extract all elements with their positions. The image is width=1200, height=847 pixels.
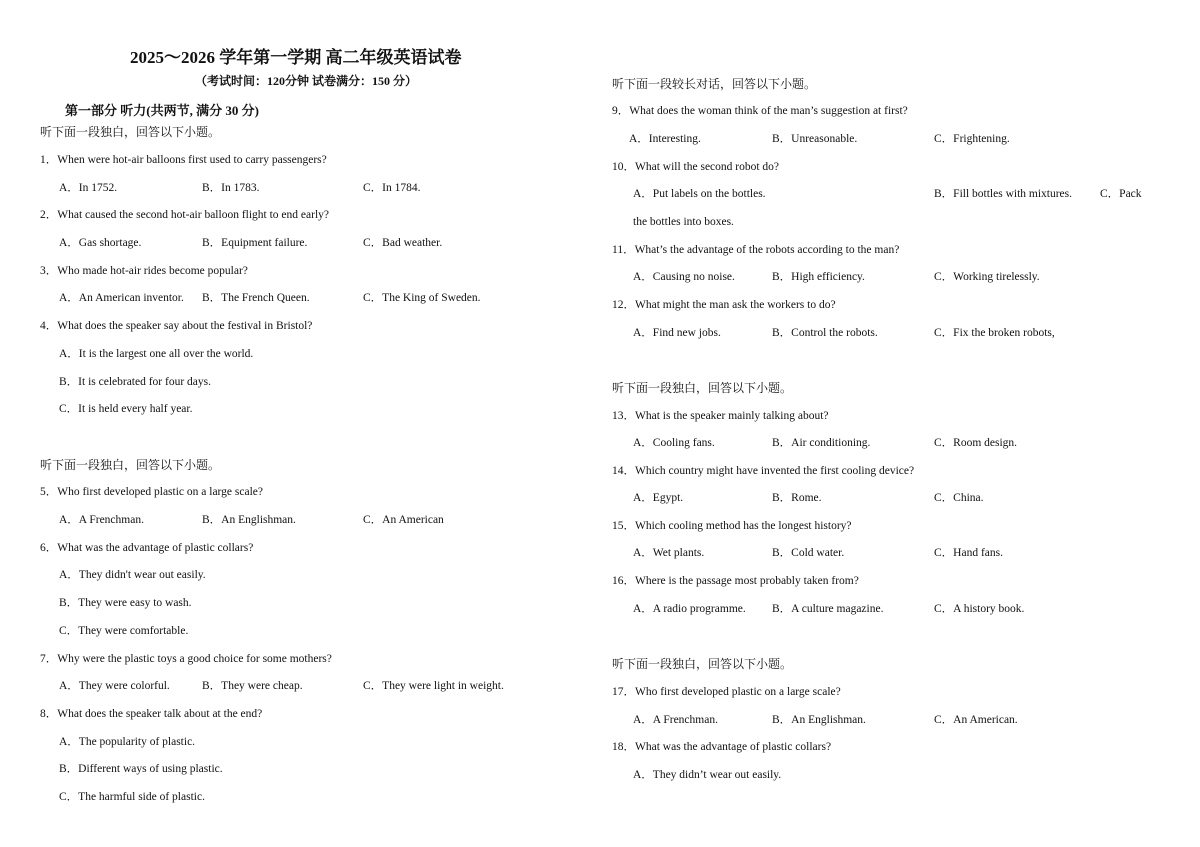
option-3c: C．The King of Sweden. xyxy=(363,292,481,304)
option-17b: B．An Englishman. xyxy=(772,714,866,726)
option-12b: B．Control the robots. xyxy=(772,327,878,339)
instruction: 听下面一段较长对话，回答以下小题。 xyxy=(612,77,817,91)
option-2c: C．Bad weather. xyxy=(363,237,443,249)
instruction: 听下面一段独白，回答以下小题。 xyxy=(40,125,221,139)
question-18: 18．What was the advantage of plastic collars? xyxy=(612,741,832,753)
option-11c: C．Working tirelessly. xyxy=(934,271,1040,283)
option-8b: B．Different ways of using plastic. xyxy=(59,763,223,775)
question-14: 14．Which country might have invented the first cooling device? xyxy=(612,465,915,477)
option-5b: B．An Englishman. xyxy=(202,514,296,526)
option-10a: A．Put labels on the bottles. xyxy=(633,188,766,200)
question-13: 13．What is the speaker mainly talking about? xyxy=(612,410,829,422)
instruction: 听下面一段独白，回答以下小题。 xyxy=(612,657,793,671)
option-14b: B．Rome. xyxy=(772,492,822,504)
section-heading: 第一部分 听力(共两节, 满分 30 分) xyxy=(65,103,259,118)
option-7c: C．They were light in weight. xyxy=(363,680,504,692)
option-11a: A．Causing no noise. xyxy=(633,271,735,283)
option-2b: B．Equipment failure. xyxy=(202,237,308,249)
exam-title: 2025～2026 学年第一学期 高二年级英语试卷 xyxy=(130,48,462,67)
option-8c: C．The harmful side of plastic. xyxy=(59,791,205,803)
exam-subtitle: （考试时间：120分钟 试卷满分：150 分） xyxy=(195,74,418,88)
question-7: 7．Why were the plastic toys a good choice for some mothers? xyxy=(40,653,332,665)
option-18a: A．They didn’t wear out easily. xyxy=(633,769,782,781)
option-6a: A．They didn't wear out easily. xyxy=(59,569,206,581)
question-8: 8．What does the speaker talk about at the end? xyxy=(40,708,263,720)
question-4: 4．What does the speaker say about the festival in Bristol? xyxy=(40,320,313,332)
option-1a: A．In 1752. xyxy=(59,182,118,194)
option-10c: C．Pack xyxy=(1100,188,1142,200)
question-17: 17．Who first developed plastic on a large scale? xyxy=(612,686,841,698)
option-9c: C．Frightening. xyxy=(934,133,1010,145)
option-3a: A．An American inventor. xyxy=(59,292,184,304)
option-6b: B．They were easy to wash. xyxy=(59,597,192,609)
instruction: 听下面一段独白，回答以下小题。 xyxy=(40,458,221,472)
option-4b: B．It is celebrated for four days. xyxy=(59,376,212,388)
option-3b: B．The French Queen. xyxy=(202,292,310,304)
option-13c: C．Room design. xyxy=(934,437,1018,449)
option-10c-continued: the bottles into boxes. xyxy=(633,216,734,228)
question-12: 12．What might the man ask the workers to do? xyxy=(612,299,836,311)
option-5c: C．An American xyxy=(363,514,444,526)
question-3: 3．Who made hot-air rides become popular? xyxy=(40,265,248,277)
instruction: 听下面一段独白，回答以下小题。 xyxy=(612,381,793,395)
option-15c: C．Hand fans. xyxy=(934,547,1003,559)
option-14a: A．Egypt. xyxy=(633,492,684,504)
option-7a: A．They were colorful. xyxy=(59,680,170,692)
option-17a: A．A Frenchman. xyxy=(633,714,718,726)
option-4c: C．It is held every half year. xyxy=(59,403,193,415)
option-4a: A．It is the largest one all over the world. xyxy=(59,348,254,360)
option-6c: C．They were comfortable. xyxy=(59,625,189,637)
option-1b: B．In 1783. xyxy=(202,182,260,194)
option-15a: A．Wet plants. xyxy=(633,547,705,559)
question-1: 1．When were hot-air balloons first used to carry passengers? xyxy=(40,154,327,166)
option-2a: A．Gas shortage. xyxy=(59,237,142,249)
option-17c: C．An American. xyxy=(934,714,1018,726)
question-10: 10．What will the second robot do? xyxy=(612,161,780,173)
option-5a: A．A Frenchman. xyxy=(59,514,144,526)
question-2: 2．What caused the second hot-air balloon flight to end early? xyxy=(40,209,329,221)
question-11: 11．What’s the advantage of the robots according to the man? xyxy=(612,244,900,256)
question-5: 5．Who first developed plastic on a large scale? xyxy=(40,486,263,498)
question-15: 15．Which cooling method has the longest history? xyxy=(612,520,852,532)
option-11b: B．High efficiency. xyxy=(772,271,865,283)
option-9a: A．Interesting. xyxy=(629,133,701,145)
option-14c: C．China. xyxy=(934,492,984,504)
question-16: 16．Where is the passage most probably taken from? xyxy=(612,575,859,587)
option-13b: B．Air conditioning. xyxy=(772,437,871,449)
option-7b: B．They were cheap. xyxy=(202,680,303,692)
option-16c: C．A history book. xyxy=(934,603,1025,615)
option-13a: A．Cooling fans. xyxy=(633,437,715,449)
option-16b: B．A culture magazine. xyxy=(772,603,884,615)
option-8a: A．The popularity of plastic. xyxy=(59,736,196,748)
option-16a: A．A radio programme. xyxy=(633,603,746,615)
question-9: 9．What does the woman think of the man’s suggestion at first? xyxy=(612,105,908,117)
option-15b: B．Cold water. xyxy=(772,547,845,559)
option-12a: A．Find new jobs. xyxy=(633,327,721,339)
option-1c: C．In 1784. xyxy=(363,182,421,194)
option-12c: C．Fix the broken robots, xyxy=(934,327,1055,339)
question-6: 6．What was the advantage of plastic collars? xyxy=(40,542,254,554)
option-9b: B．Unreasonable. xyxy=(772,133,858,145)
option-10b: B．Fill bottles with mixtures. xyxy=(934,188,1073,200)
